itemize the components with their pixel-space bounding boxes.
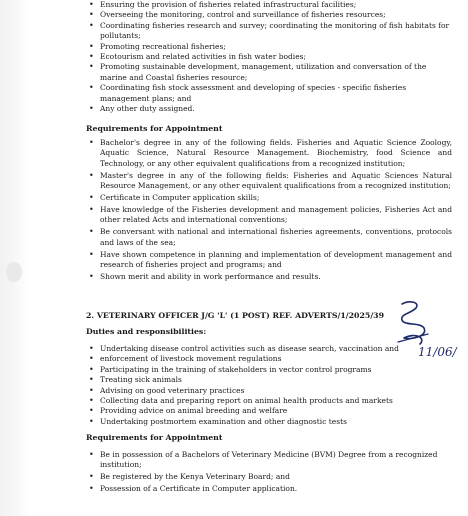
list-item: • Shown merit and ability in work performance and results. — [100, 272, 452, 282]
list-item: • Possession of a Certificate in Computer application. — [100, 484, 452, 494]
list-item: • Have shown competence in planning and implementation of development management and research of fisheries project and programs; and — [100, 250, 452, 271]
list-item: • Master's degree in any of the following fields: Fisheries and Aquatic Sciences Natural Resource Management, or any other equivalent qualifications from a recognized institution; — [100, 171, 452, 192]
requirements-heading-2: Requirements for Appointment — [86, 433, 223, 442]
section-title: 2. VETERINARY OFFICER J/G 'L' (1 POST) REF. ADVERTS/1/2025/39 — [86, 311, 385, 320]
list-item: • Promoting recreational fisheries; — [100, 42, 452, 52]
list-item: • Collecting data and preparing report on animal health products and markets — [100, 396, 452, 406]
list-item: • Have knowledge of the Fisheries development and management policies, Fisheries Act and other related Acts and international conventions; — [100, 205, 452, 226]
list-item: • Be in possession of a Bachelors of Veterinary Medicine (BVM) Degree from a recognized institution; — [100, 450, 452, 471]
list-item: • Undertaking postmortem examination and other diagnostic tests — [100, 417, 452, 427]
list-item: • Ensuring the provision of fisheries related infrastructural facilities; — [100, 0, 452, 10]
list-item: • Undertaking disease control activities such as disease search, vaccination and — [100, 344, 452, 354]
requirements-list-2 — [100, 450, 452, 496]
requirements-heading: Requirements for Appointment — [86, 124, 223, 133]
list-item: • Providing advice on animal breeding and welfare — [100, 406, 452, 416]
list-item: • Any other duty assigned. — [100, 104, 452, 114]
list-item: • Treating sick animals — [100, 375, 452, 385]
list-item: • Participating in the training of stakeholders in vector control programs — [100, 365, 452, 375]
list-item: • Ecotourism and related activities in fish water bodies; — [100, 52, 452, 62]
list-item: • enforcement of livestock movement regulations — [100, 354, 452, 364]
requirements-list — [100, 138, 452, 284]
list-item: • Be conversant with national and international fisheries agreements, conventions, protocols and laws of the sea; — [100, 227, 452, 248]
list-item: • Overseeing the monitoring, control and surveillance of fisheries resources; — [100, 10, 452, 20]
list-item: • Be registered by the Kenya Veterinary Board; and — [100, 472, 452, 482]
list-item: • Promoting sustainable development, management, utilization and conversation of the marine and Coastal fisheries resource; — [100, 62, 452, 83]
scan-smudge — [6, 262, 22, 282]
list-item: • Coordinating fisheries research and survey; coordinating the monitoring of fish habitats for pollutants; — [100, 21, 452, 42]
list-item: • Bachelor's degree in any of the following fields. Fisheries and Aquatic Science Zoology, Aquatic Science, Natural Resource Management. Biochemistry, food Science and Technology, or any other equivalent qualifications from a recognized institution; — [100, 138, 452, 169]
scan-shadow — [0, 0, 30, 516]
list-item: • Advising on good veterinary practices — [100, 386, 452, 396]
signature-date: 11/06/ — [418, 345, 457, 359]
list-item: • Certificate in Computer application skills; — [100, 193, 452, 203]
list-item: • Coordinating fish stock assessment and developing of species - specific fisheries management plans; and — [100, 83, 452, 104]
duties-list — [100, 0, 452, 114]
duties-heading: Duties and responsibilities: — [86, 327, 207, 336]
duties-list-2 — [100, 344, 452, 427]
